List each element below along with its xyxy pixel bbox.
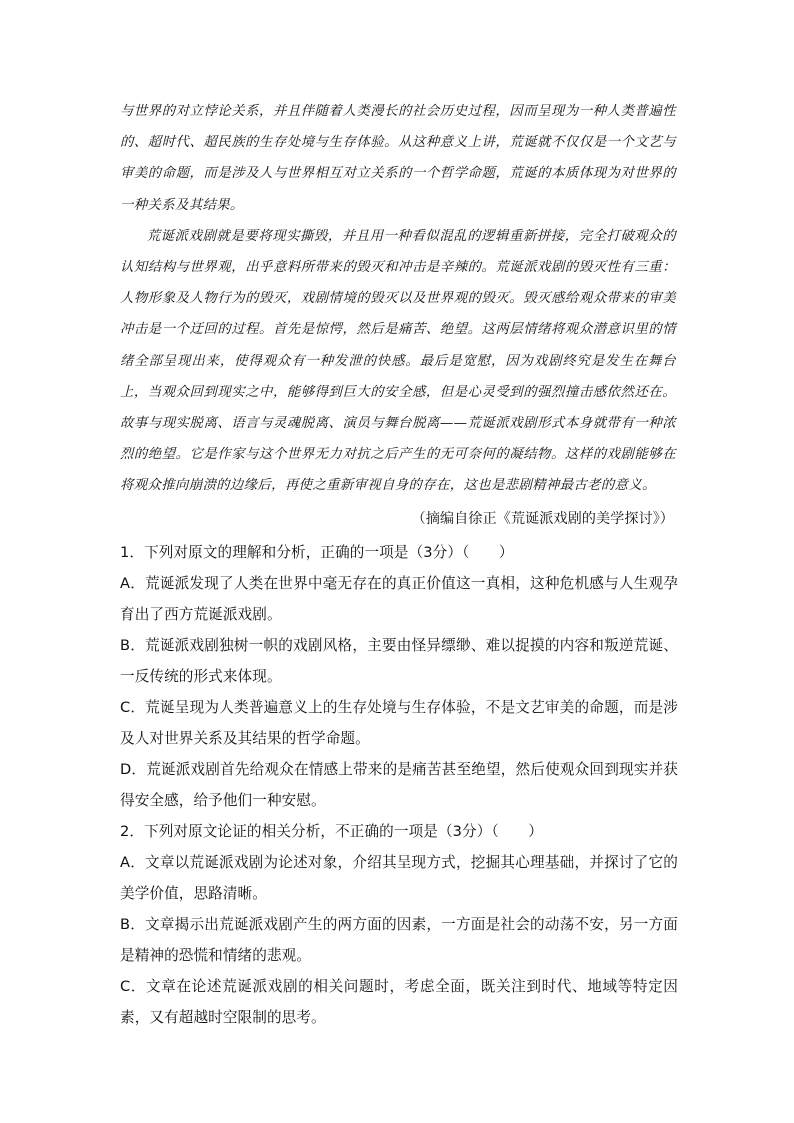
reading-passage xyxy=(120,96,676,502)
question-stem: 1．下列对原文的理解和分析，正确的一项是（3分）（ ） xyxy=(120,544,514,561)
answer-option: A．荒诞派发现了人类在世界中毫无存在的真正价值这一真相，这种危机感与人生观孕育出了西方荒诞派戏剧。 xyxy=(120,575,678,623)
answer-option: B．文章揭示出荒诞派戏剧产生的两方面的因素，一方面是社会的动荡不安，另一方面是精神的恐慌和情绪的悲观。 xyxy=(120,916,678,964)
answer-option: D．荒诞派戏剧首先给观众在情感上带来的是痛苦甚至绝望，然后使观众回到现实并获得安全感，给予他们一种安慰。 xyxy=(120,761,678,809)
answer-option: C．荒诞呈现为人类普遍意义上的生存处境与生存体验，不是文艺审美的命题，而是涉及人对世界关系及其结果的哲学命题。 xyxy=(120,699,678,747)
question-list xyxy=(120,537,678,1033)
answer-option: A．文章以荒诞派戏剧为论述对象，介绍其呈现方式，挖掘其心理基础，并探讨了它的美学价值，思路清晰。 xyxy=(120,854,678,902)
passage-paragraph: 与世界的对立悖论关系，并且伴随着人类漫长的社会历史过程，因而呈现为一种人类普遍性的、超时代、超民族的生存处境与生存体验。从这种意义上讲，荒诞就不仅仅是一个文艺与审美的命题，而是涉及人与世界相互对立关系的一个哲学命题，荒诞的本质体现为对世界的一种关系及其结果。 xyxy=(120,104,676,213)
source-citation: （摘编自徐正《荒诞派戏剧的美学探讨》） xyxy=(411,511,674,527)
passage-paragraph: 荒诞派戏剧就是要将现实撕毁，并且用一种看似混乱的逻辑重新拼接，完全打破观众的认知结构与世界观，出乎意料所带来的毁灭和冲击是辛辣的。荒诞派戏剧的毁灭性有三重：人物形象及人物行为的毁灭，戏剧情境的毁灭以及世界观的毁灭。毁灭感给观众带来的审美冲击是一个迂回的过程。首先是惊愕，然后是痛苦、绝望。这两层情绪将观众潜意识里的情绪全部呈现出来，使得观众有一种发泄的快感。最后是宽慰，因为戏剧终究是发生在舞台上，当观众回到现实之中，能够得到巨大的安全感，但是心灵受到的强烈撞击感依然还在。故事与现实脱离、语言与灵魂脱离、演员与舞台脱离——荒诞派戏剧形式本身就带有一种浓烈的绝望。它是作家与这个世界无力对抗之后产生的无可奈何的凝结物。这样的戏剧能够在将观众推向崩溃的边缘后，再使之重新审视自身的存在，这也是悲剧精神最古老的意义。 xyxy=(120,228,676,494)
question-stem: 2．下列对原文论证的相关分析，不正确的一项是（3分）（ ） xyxy=(120,823,543,840)
answer-option: C．文章在论述荒诞派戏剧的相关问题时，考虑全面，既关注到时代、地域等特定因素，又有超越时空限制的思考。 xyxy=(120,978,678,1026)
answer-option: B．荒诞派戏剧独树一帜的戏剧风格，主要由怪异缥缈、难以捉摸的内容和叛逆荒诞、一反传统的形式来体现。 xyxy=(120,637,678,685)
